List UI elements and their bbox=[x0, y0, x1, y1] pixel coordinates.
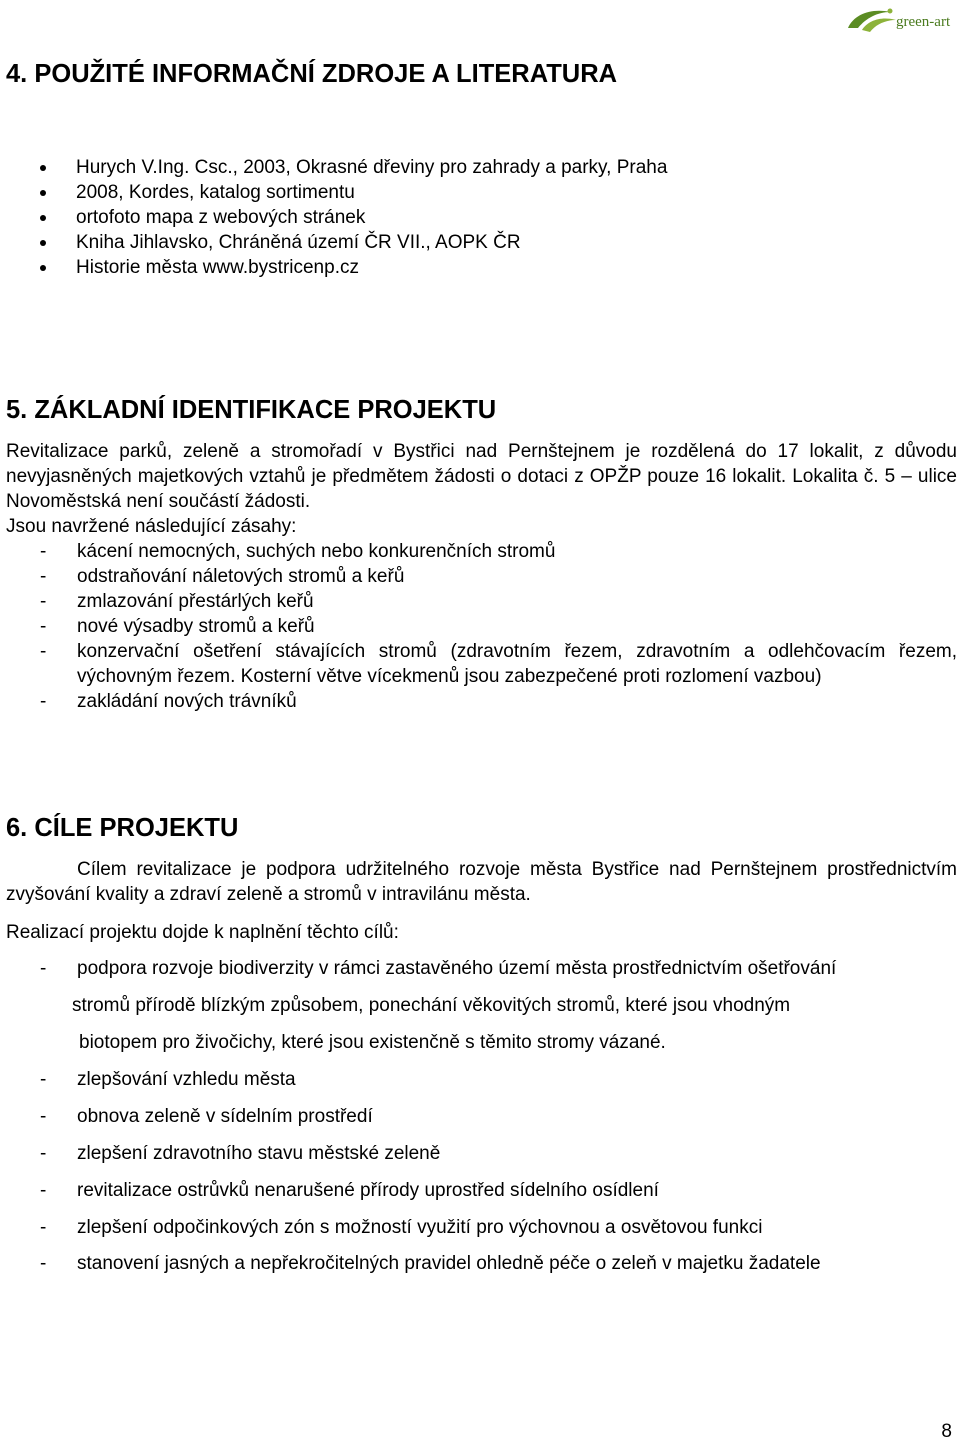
list-item: - konzervační ošetření stávajících stromů (zdravotním řezem, zdravotním a odlehčovacím řezem, výchovným řezem. Kosterní větve vícekmenů jsou zabezpečené proti rozlomení vazbou) bbox=[40, 641, 957, 687]
section-5-paragraph: Revitalizace parků, zeleně a stromořadí v Bystřici nad Pernštejnem je rozdělená do 17 lokalit, z důvodu nevyjasněných majetkových vztahů je předmětem žádosti o dotaci z OPŽP pouze 16 lokalit. Lokalita č. 5 – ulice Novoměstská není součástí žádosti. bbox=[6, 441, 957, 512]
dash-marker: - bbox=[40, 1253, 47, 1274]
goal-item: - zlepšení odpočinkových zón s možností využití pro výchovnou a osvětovou funkci bbox=[40, 1217, 763, 1238]
goal-item-continuation: biotopem pro živočichy, které jsou existenčně s těmito stromy vázané. bbox=[79, 1032, 666, 1053]
list-item: Historie města www.bystricenp.cz bbox=[40, 255, 667, 280]
list-item: Hurych V.Ing. Csc., 2003, Okrasné dřeviny pro zahrady a parky, Praha bbox=[40, 155, 667, 180]
goal-item-continuation: stromů přírodě blízkým způsobem, ponechání věkovitých stromů, které jsou vhodným bbox=[72, 995, 791, 1016]
dash-marker: - bbox=[40, 1106, 47, 1127]
list-item: ortofoto mapa z webových stránek bbox=[40, 205, 667, 230]
sources-list bbox=[40, 155, 667, 280]
section-6-paragraph: Cílem revitalizace je podpora udržitelného rozvoje města Bystřice nad Pernštejnem prostřednictvím zvyšování kvality a zdraví zeleně a stromů v intravilánu města. bbox=[6, 859, 957, 905]
dash-marker: - bbox=[40, 958, 47, 979]
section-5-heading: 5. ZÁKLADNÍ IDENTIFIKACE PROJEKTU bbox=[6, 396, 497, 424]
bullet-icon bbox=[40, 190, 46, 196]
dash-marker: - bbox=[40, 1143, 47, 1164]
dash-marker: - bbox=[40, 641, 47, 662]
goal-item: - zlepšení zdravotního stavu městské zeleně bbox=[40, 1143, 441, 1164]
section-6-heading: 6. CÍLE PROJEKTU bbox=[6, 814, 239, 842]
goal-item: - revitalizace ostrůvků nenarušené přírody uprostřed sídelního osídlení bbox=[40, 1180, 659, 1201]
bullet-icon bbox=[40, 215, 46, 221]
bullet-icon bbox=[40, 165, 46, 171]
page-number: 8 bbox=[941, 1421, 952, 1442]
dash-marker: - bbox=[40, 591, 47, 612]
interventions-list-wrapper bbox=[6, 539, 957, 714]
bullet-icon bbox=[40, 265, 46, 271]
dash-marker: - bbox=[40, 541, 47, 562]
list-item: - zmlazování přestárlých keřů bbox=[40, 591, 314, 612]
dash-marker: - bbox=[40, 566, 47, 587]
dash-marker: - bbox=[40, 691, 47, 712]
goal-item: - zlepšování vzhledu města bbox=[40, 1069, 296, 1090]
dash-marker: - bbox=[40, 1217, 47, 1238]
list-item: 2008, Kordes, katalog sortimentu bbox=[40, 180, 667, 205]
goal-item: - obnova zeleně v sídelním prostředí bbox=[40, 1106, 373, 1127]
bullet-icon bbox=[40, 240, 46, 246]
goal-item: - podpora rozvoje biodiverzity v rámci zastavěného území města prostřednictvím ošetřování bbox=[40, 958, 837, 979]
green-art-logo bbox=[844, 4, 952, 38]
section-4-heading: 4. POUŽITÉ INFORMAČNÍ ZDROJE A LITERATURA bbox=[6, 60, 618, 88]
interventions-intro: Jsou navržené následující zásahy: bbox=[6, 516, 297, 537]
goal-item: - stanovení jasných a nepřekročitelných pravidel ohledně péče o zeleň v majetku žadatele bbox=[40, 1253, 821, 1274]
list-item: Kniha Jihlavsko, Chráněná území ČR VII., AOPK ČR bbox=[40, 230, 667, 255]
dash-marker: - bbox=[40, 616, 47, 637]
logo-text: green-art bbox=[896, 14, 951, 30]
list-item: - zakládání nových trávníků bbox=[40, 691, 297, 712]
dash-marker: - bbox=[40, 1180, 47, 1201]
list-item: - nové výsadby stromů a keřů bbox=[40, 616, 315, 637]
list-item: - odstraňování náletových stromů a keřů bbox=[40, 566, 405, 587]
dash-marker: - bbox=[40, 1069, 47, 1090]
list-item: - kácení nemocných, suchých nebo konkurenčních stromů bbox=[40, 541, 556, 562]
interventions-list bbox=[6, 539, 957, 714]
leaf-swirl-icon bbox=[844, 4, 900, 38]
goals-intro: Realizací projektu dojde k naplnění těchto cílů: bbox=[6, 922, 399, 943]
